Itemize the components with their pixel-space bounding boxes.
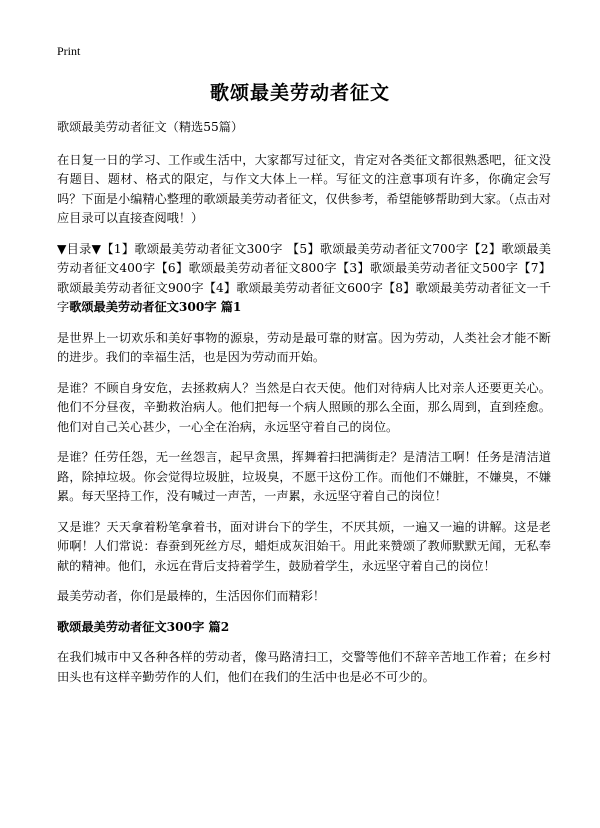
section1-paragraph: 又是谁？天天拿着粉笔拿着书，面对讲台下的学生，不厌其烦，一遍又一遍的讲解。这是老师啊！人们常说：春蚕到死丝方尽，蜡炬成灰泪始干。用此来赞颂了教师默默无闻，无私奉献的精神。他们，永远在背后支持着学生，鼓励着学生，永远坚守着自己的岗位！ (57, 519, 551, 573)
toc-item-5[interactable]: 【5】歌颂最美劳动者征文700字 (286, 241, 469, 256)
toc-item-1[interactable]: 【1】歌颂最美劳动者征文300字 (101, 241, 283, 256)
section-heading-1: 歌颂最美劳动者征文300字 篇1 (69, 300, 242, 314)
print-link[interactable]: Print (57, 44, 81, 58)
intro-paragraph: 在日复一日的学习、工作或生活中，大家都写过征文，肯定对各类征文都很熟悉吧，征文没有题目、题材、格式的限定，与作文大体上一样。写征文的注意事项有许多，你确定会写吗？下面是小编精心整理的歌颂最美劳动者征文，仅供参考，希望能够帮助到大家。（点击对应目录可以直接查阅哦！） (57, 152, 551, 225)
toc-item-8[interactable]: 【8】歌颂最美劳动者征文一千字 (57, 280, 551, 314)
toc-item-2[interactable]: 【2】歌颂最美劳动者征文400字 (57, 241, 551, 275)
page-title: 歌颂最美劳动者征文 (209, 82, 390, 104)
section1-paragraph: 是谁？任劳任怨，无一丝怨言，起早贪黑，挥舞着扫把满街走？是清洁工啊！任务是清洁道路，除掉垃圾。你会觉得垃圾脏，垃圾臭，不愿干这份工作。而他们不嫌脏，不嫌臭，不嫌累。每天坚持工作，没有喊过一声苦，一声累，永远坚守着自己的岗位！ (57, 450, 551, 503)
toc-item-4[interactable]: 【4】歌颂最美劳动者征文600字 (203, 280, 383, 295)
table-of-contents (57, 240, 551, 318)
section1-paragraph: 是世界上一切欢乐和美好事物的源泉，劳动是最可靠的财富。因为劳动，人类社会才能不断的进步。我们的幸福生活，也是因为劳动而开始。 (57, 330, 551, 364)
toc-item-3[interactable]: 【3】歌颂最美劳动者征文500字 (336, 261, 519, 275)
section2-paragraph: 在我们城市中又各种各样的劳动者，像马路清扫工，交警等他们不辞辛苦地工作着；在乡村田头也有这样辛勤劳作的人们，他们在我们的生活中也是必不可少的。 (57, 650, 551, 684)
section1-paragraph: 最美劳动者，你们是最棒的，生活因你们而精彩！ (57, 589, 326, 603)
toc-prefix: ▼目录▼ (57, 241, 102, 256)
section-heading-2: 歌颂最美劳动者征文300字 篇2 (57, 619, 230, 634)
article-body (57, 118, 551, 698)
section1-paragraph: 是谁？不顾自身安危，去拯救病人？当然是白衣天使。他们对待病人比对亲人还要更关心。他们不分昼夜，辛勤救治病人。他们把每一个病人照顾的那么全面，那么周到，直到痊愈。他们对自己关心甚少，一心全在治病，永远坚守着自己的岗位。 (57, 380, 551, 434)
toc-item-6[interactable]: 【6】歌颂最美劳动者征文800字 (155, 261, 337, 275)
toc-item-7[interactable]: 【7】歌颂最美劳动者征文900字 (57, 261, 551, 295)
article-subtitle: 歌颂最美劳动者征文（精选55篇） (57, 120, 244, 134)
